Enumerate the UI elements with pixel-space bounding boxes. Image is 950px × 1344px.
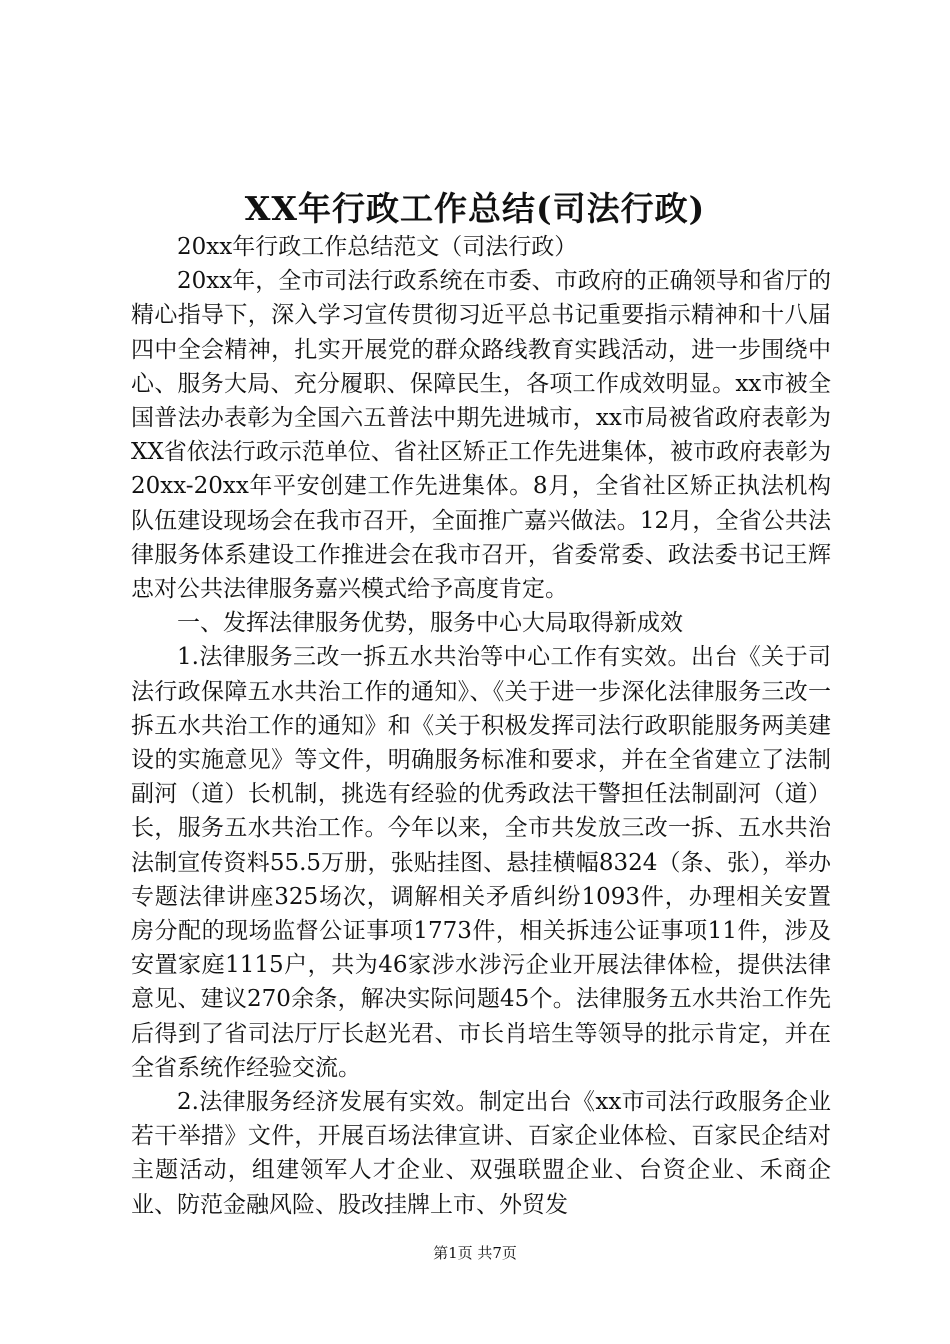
- document-title: XX年行政工作总结(司法行政): [244, 189, 706, 228]
- subtitle-paragraph: 20xx年行政工作总结范文（司法行政）: [177, 234, 578, 260]
- document-body: [131, 230, 831, 1222]
- item-1-paragraph: 1.法律服务三改一拆五水共治等中心工作有实效。出台《关于司法行政保障五水共治工作的通知》、《关于进一步深化法律服务三改一拆五水共治工作的通知》和《关于积极发挥司法行政职能服务两美建设的实施意见》等文件，明确服务标准和要求，并在全省建立了法制副河（道）长机制，挑选有经验的优秀政法干警担任法制副河（道）长，服务五水共治工作。今年以来，全市共发放三改一拆、五水共治法制宣传资料55.5万册，张贴挂图、悬挂横幅8324（条、张），举办专题法律讲座325场次，调解相关矛盾纠纷1093件，办理相关安置房分配的现场监督公证事项1773件，相关拆违公证事项11件，涉及安置家庭1115户，共为46家涉水涉污企业开展法律体检，提供法律意见、建议270余条，解决实际问题45个。法律服务五水共治工作先后得到了省司法厅厅长赵光君、市长肖培生等领导的批示肯定，并在全省系统作经验交流。: [131, 644, 831, 1081]
- item-2-paragraph: 2.法律服务经济发展有实效。制定出台《xx市司法行政服务企业若干举措》文件，开展百场法律宣讲、百家企业体检、百家民企结对主题活动，组建领军人才企业、双强联盟企业、台资企业、禾商企业、防范金融风险、股改挂牌上市、外贸发: [131, 1089, 831, 1218]
- intro-paragraph: 20xx年，全市司法行政系统在市委、市政府的正确领导和省厅的精心指导下，深入学习宣传贯彻习近平总书记重要指示精神和十八届四中全会精神，扎实开展党的群众路线教育实践活动，进一步围绕中心、服务大局、充分履职、保障民生，各项工作成效明显。xx市被全国普法办表彰为全国六五普法中期先进城市，xx市局被省政府表彰为XX省依法行政示范单位、省社区矫正工作先进集体，被市政府表彰为20xx-20xx年平安创建工作先进集体。8月，全省社区矫正执法机构队伍建设现场会在我市召开，全面推广嘉兴做法。12月，全省公共法律服务体系建设工作推进会在我市召开，省委常委、政法委书记王辉忠对公共法律服务嘉兴模式给予高度肯定。: [131, 268, 831, 603]
- section-heading: 一、发挥法律服务优势，服务中心大局取得新成效: [177, 610, 683, 637]
- page-number-footer: 第1页 共7页: [433, 1244, 517, 1262]
